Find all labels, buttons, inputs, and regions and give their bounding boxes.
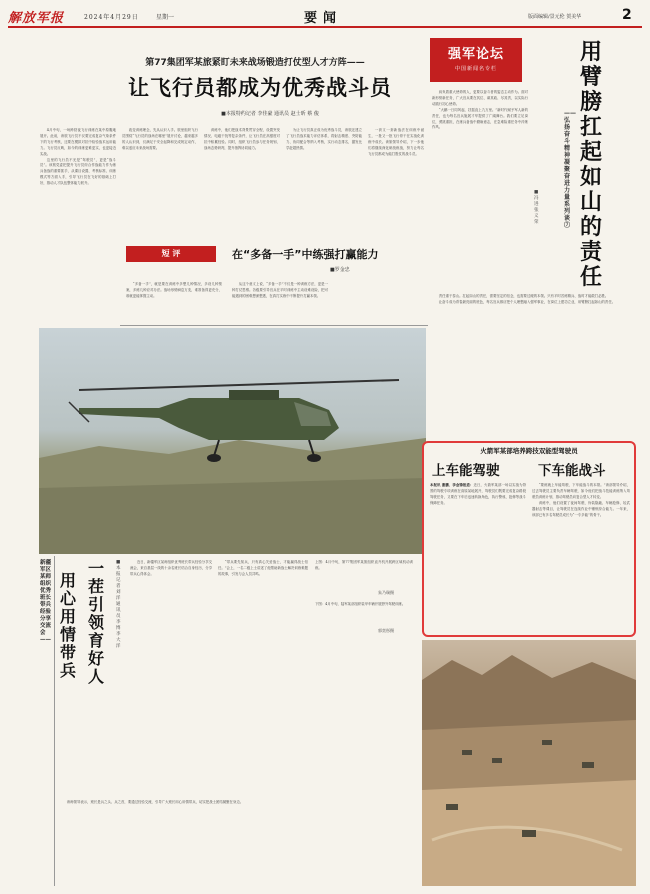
news-body-col-1 — [430, 483, 526, 633]
forum-paragraph: 肩负着重大使命的人，更要以奋斗者的姿态主动作为。面对新形势新任务，广大官兵要在其位、谋其政、尽其责，以实际行动践行初心使命。 — [432, 90, 528, 106]
brief-kicker — [40, 560, 54, 644]
commentary-body-col-2 — [232, 282, 328, 324]
lead-paragraph: 4月中旬，一场跨昼夜飞行训练在某中原腹地展开。此前，该旅飞行员不仅要完成复杂气象条件下的飞行考核，还要在模拟对抗中检验战术运用能力。飞行员反映，如今的训练更难更实，也更接近实战。 — [40, 128, 116, 156]
section-name: 要闻 — [304, 11, 343, 26]
forum-headline-text: 用臂膀扛起如山的责任 — [580, 40, 603, 290]
issue-date: 2024年4月29日 — [84, 14, 139, 21]
forum-paragraph: 让奋斗成为青春最亮丽的底色，每名官兵都应把个人理想融入强军事业，在岗位上建功立业，用臂膀扛起如山的责任。 — [438, 299, 616, 304]
desert-illustration — [422, 640, 636, 886]
news-paragraph: 训练中，他们设置了夜间驾驶、伪装隐蔽、车辆抢修、轻武器射击等课目，让驾驶员在连续作业中锤炼综合能力。一年来，该部已有多名驾驶员成长为“一专多能”的骨干。 — [532, 500, 630, 517]
desert-photo — [422, 640, 636, 886]
brief-divider — [54, 556, 55, 886]
lead-body-col-4 — [286, 128, 362, 232]
forum-byline-text: ■ 冯 进 张 义 荣 — [534, 190, 539, 225]
brief-paragraph: “带兵要先知兵，只有真心关爱战士，才能赢得战士信任。”会上，一名二级上士讲述了他帮助新战士解决训练难题的故事，引发与会人员共鸣。 — [218, 560, 308, 576]
brief-headline-1 — [60, 572, 82, 680]
commentary-body-col-1 — [126, 282, 222, 324]
news-paragraph: “要练就上车能驾驶、下车能战斗的本领。”该部领导介绍，过去驾驶员主要负责车辆驾驶，如今他们把战斗技能训练纳入驾驶员训练计划，推动驾驶员向复合型人才转变。 — [532, 483, 630, 499]
news-byline: 本报讯 谢鹏、李金锋报道： — [430, 483, 474, 487]
lead-byline: ■本报特约记者 李佳豪 通讯员 赵士昕 蔡 俊 — [221, 111, 319, 117]
lead-paragraph: 这里的飞行员不光是“驾驶员”，更是“战斗员”。该旅党委把提升飞行员综合作战能力作为练兵备战的重要抓手，从课目设置、考核标准、训练模式等方面入手，引导飞行员在飞好的基础上打好，推动人才队伍整体能力跃升。 — [40, 157, 116, 186]
issue-weekday: 星期一 — [156, 14, 175, 21]
lead-body-col-5 — [368, 128, 424, 232]
forum-headline — [580, 40, 606, 290]
brief-headline-text-2: 一茬引领育好人 — [88, 559, 105, 686]
news-body-col-2 — [532, 483, 630, 633]
photo-caption-text: 上图：4月中旬，第77集团军某旅组织直升机开展跨区域机动训练。 — [315, 560, 413, 570]
news-paragraph: 近日，火箭军某部一场以实战为背景的驾驶专项训练在高原某地展开，驾驶员们既要完成复杂路段驾驶任务，又要在下车后迅速转换角色，执行警戒、抢修等战斗保障任务。 — [430, 483, 526, 505]
forum-paragraph: “大鹏一日同风起，扶摇直上九万里。”新时代赋予军人新的责任，也为每名官兵施展才华提供了广阔舞台。我们要立足岗位，勇挑重担，在练兵备战中磨砺意志，在急难险重任务中淬炼作风。 — [432, 107, 528, 130]
commentary-headline: 在“多备一手”中练强打赢能力 — [232, 248, 379, 261]
news-title-right: 下车能战斗 — [538, 463, 606, 479]
brief-body-col-1 — [130, 560, 212, 780]
news-box — [422, 441, 636, 637]
helicopter-photo — [39, 328, 426, 554]
photo-caption-credit: 朱乃瑞摄 — [378, 590, 394, 595]
commentary-paragraph: “多备一手”，就是要在训练中多想几种情况，多设几种预案，多练几种应对办法。战场形势瞬息万变，谁准备得更充分，谁就更能掌握主动。 — [126, 282, 222, 298]
lead-headline: 让飞行员都成为优秀战斗员 — [128, 76, 392, 100]
commentary-banner-label: 短 评 — [161, 249, 181, 258]
paper-logo: 解放军报 — [8, 11, 65, 26]
brief-body-bottom — [60, 800, 425, 886]
forum-byline — [534, 190, 542, 226]
lead-paragraph: 为让飞行员真正成为优秀战斗员，该旅还建立了飞行员战术能力评估体系，将射击精度、突防能力、协同配合等纳入考核，实行动态排名，激发比学赶超热情。 — [286, 128, 362, 150]
commentary-paragraph: 从这个意义上说，“多备一手”不仅是一种训练方法，更是一种打仗思维。各级要引导官兵在平时训练中主动设难设险，把可能遇到的困难想深想透，在真打实练中不断提升打赢本领。 — [232, 282, 328, 298]
lead-body-col-2 — [122, 128, 198, 232]
photo-caption-left — [315, 560, 413, 588]
brief-paragraph: 该师领导表示，班长是兵之头、兵之首，要通过经验交流，引导广大班长用心用情带兵，切实把战士团结凝聚在身边。 — [66, 800, 244, 804]
news-kicker: 火箭军某部培养跨技双能型驾驶员 — [480, 447, 578, 455]
brief-headline-text-1: 用心用情带兵 — [60, 571, 77, 680]
commentary-banner — [126, 246, 216, 262]
forum-body-col-2 — [432, 294, 628, 430]
brief-kicker-text: 新疆军区某师组织优秀班长带兵经验分享交流会—— — [40, 560, 52, 643]
page-number: 2 — [622, 7, 632, 23]
helicopter-illustration — [39, 328, 426, 554]
forum-subtitle — [564, 110, 574, 229]
commentary-byline: ■罗金忠 — [330, 267, 350, 273]
page-editor: 版面编辑/景元伦 贺美华 — [528, 14, 582, 20]
photo-caption-right — [315, 602, 413, 626]
lead-kicker: 第77集团军某旅紧盯未来战场锻造打仗型人才方阵—— — [145, 58, 365, 68]
brief-body-col-2 — [218, 560, 308, 780]
forum-banner-title: 强军论坛 — [447, 47, 504, 62]
brief-paragraph: 近日，新疆军区某师组织优秀班长带兵经验分享交流会，来自基层一线的十余名班长结合自身经历，分享带兵心得体会。 — [130, 560, 212, 576]
forum-banner — [430, 38, 522, 82]
lead-paragraph: 一套又一套新战法在训练中诞生，一批又一批飞行骨干在实战化训练中成长。该旅领导介绍，下一步他们将继续深化研战练战，努力让每名飞行员都成为能打胜仗的战斗员。 — [368, 128, 424, 156]
forum-paragraph: 责任重于泰山。扛起如山的责任，需要坚定的信念，也需要过硬的本领。只有平时苦练精兵、战时才能敢打必胜。 — [438, 294, 609, 298]
forum-body-col-1 — [432, 90, 528, 290]
brief-headline-2 — [88, 560, 110, 686]
forum-subtitle-text: ——弘扬奋斗精神凝聚奋进力量系列谈⑦ — [564, 110, 576, 229]
masthead — [8, 6, 642, 28]
photo-caption-text-2: 下图：4月中旬，陆军某部组织装甲车辆开展野外驾驶训练。 — [315, 602, 406, 606]
lead-paragraph: 训练中，他们把战术背景贯穿全程，设置突发情况、电磁干扰等复杂条件，让飞行员在高强度对抗中积累经验。同时，组织飞行员参与任务规划、战场态势研判，提升指挥协同能力。 — [204, 128, 280, 150]
news-title-left: 上车能驾驶 — [432, 463, 500, 479]
lead-body-col-3 — [204, 128, 280, 232]
lead-paragraph: 改变训练理念，先从认识入手。旅里组织飞行员围绕“飞行员的战场在哪里”展开讨论，越来越多的人认识到，仅满足于安全起降和完成规定动作，难以适应未来战场需要。 — [122, 128, 198, 150]
brief-byline — [116, 560, 124, 650]
forum-banner-sub: 中国新闻名专栏 — [454, 66, 497, 72]
lead-body-col-1 — [40, 128, 116, 320]
brief-byline-text: ■本报记者 刘 洋 通讯员 李 博 李大洋 — [116, 560, 121, 649]
photo-caption-credit-2: 郭奕彤摄 — [378, 628, 394, 633]
commentary-divider — [120, 325, 428, 326]
